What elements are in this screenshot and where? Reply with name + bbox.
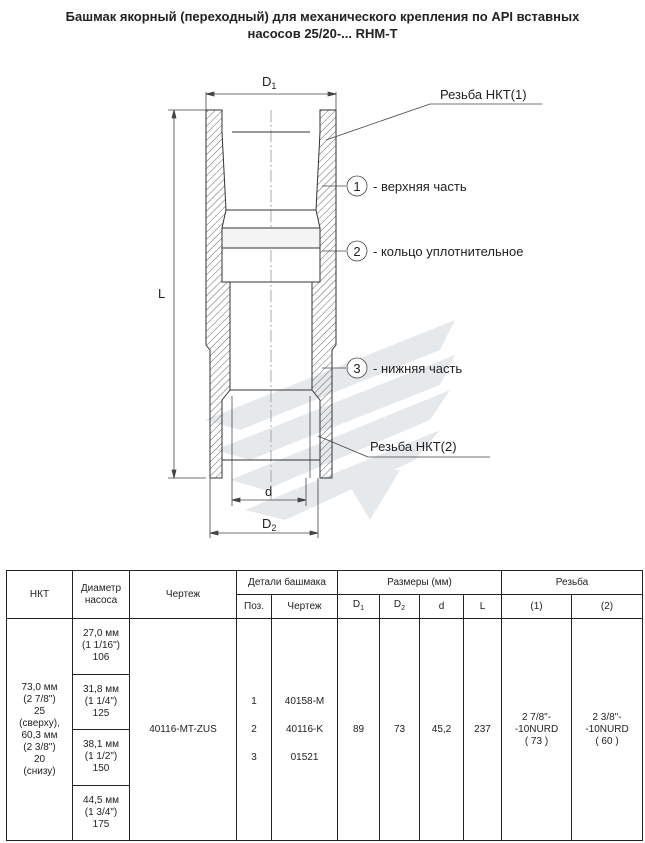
header-d: d (420, 595, 464, 619)
header-l: L (464, 595, 502, 619)
cell-nkt: 73,0 мм (2 7/8") 25 (сверху), 60,3 мм (2 3/8") 20 (снизу) (7, 619, 73, 841)
cell-part-drawings (272, 619, 338, 841)
dimension-l-label: L (158, 286, 166, 301)
cell-thread-2: 2 3/8"- -10NURD ( 60 ) (572, 619, 643, 841)
header-thread-1: (1) (502, 595, 572, 619)
header-drawing: Чертеж (130, 571, 237, 619)
part-drawing-1: 40158-M (284, 695, 325, 707)
cell-thread-1: 2 7/8"- -10NURD ( 73 ) (502, 619, 572, 841)
dimension-d1-label: $D_1$ (262, 74, 277, 91)
header-d1: $D_1$ (338, 595, 380, 619)
svg-text:2: 2 (353, 244, 361, 259)
pump-size-2: 31,8 мм (1 1/4") 125 (73, 674, 129, 730)
header-thread: Резьба (502, 571, 643, 595)
spec-table (6, 570, 643, 841)
part-drawing-3: 01521 (290, 751, 319, 763)
position-3: 3 (251, 751, 257, 763)
cell-d: 45,2 (420, 619, 464, 841)
svg-text:1: 1 (353, 179, 361, 194)
title-line-1: Башмак якорный (переходный) для механического крепления по API вставных (65, 9, 580, 24)
header-d2: $D_2$ (380, 595, 420, 619)
header-thread-2: (2) (572, 595, 643, 619)
cell-d1: 89 (338, 619, 380, 841)
pump-size-3: 38,1 мм (1 1/2") 150 (73, 729, 129, 785)
cell-positions (237, 619, 272, 841)
svg-text:- кольцо уплотнительное: - кольцо уплотнительное (373, 244, 524, 259)
header-pump-diameter: Диаметр насоса (73, 571, 130, 619)
svg-text:- нижняя часть: - нижняя часть (373, 361, 463, 376)
svg-text:3: 3 (353, 361, 361, 376)
dimension-d-label: d (265, 484, 273, 499)
title-line-2: насосов 25/20-... RHM-T (247, 26, 398, 41)
thread-bottom-label: Резьба НКТ(2) (370, 439, 457, 454)
svg-text:- верхняя часть: - верхняя часть (373, 179, 467, 194)
header-nkt: НКТ (7, 571, 73, 619)
callout-1 (347, 176, 467, 196)
cell-drawing: 40116-MT-ZUS (130, 619, 237, 841)
header-parts: Детали башмака (237, 571, 338, 595)
thread-top-label: Резьба НКТ(1) (440, 87, 527, 102)
dimension-d2-label: $D_2$ (262, 516, 277, 533)
header-part-drawing: Чертеж (272, 595, 338, 619)
callout-2 (347, 241, 523, 261)
pump-size-1: 27,0 мм (1 1/16") 106 (81, 628, 120, 664)
part-drawing-2: 40116-K (285, 723, 324, 735)
position-1: 1 (251, 695, 257, 707)
header-pos: Поз. (237, 595, 272, 619)
cell-l: 237 (464, 619, 502, 841)
cell-pump-sizes (73, 619, 130, 841)
cell-d2: 73 (380, 619, 420, 841)
seal-ring (222, 228, 320, 248)
callout-3 (347, 358, 462, 378)
position-2: 2 (251, 723, 257, 735)
pump-size-4: 44,5 мм (1 3/4") 175 (73, 785, 129, 841)
header-sizes: Размеры (мм) (338, 571, 502, 595)
